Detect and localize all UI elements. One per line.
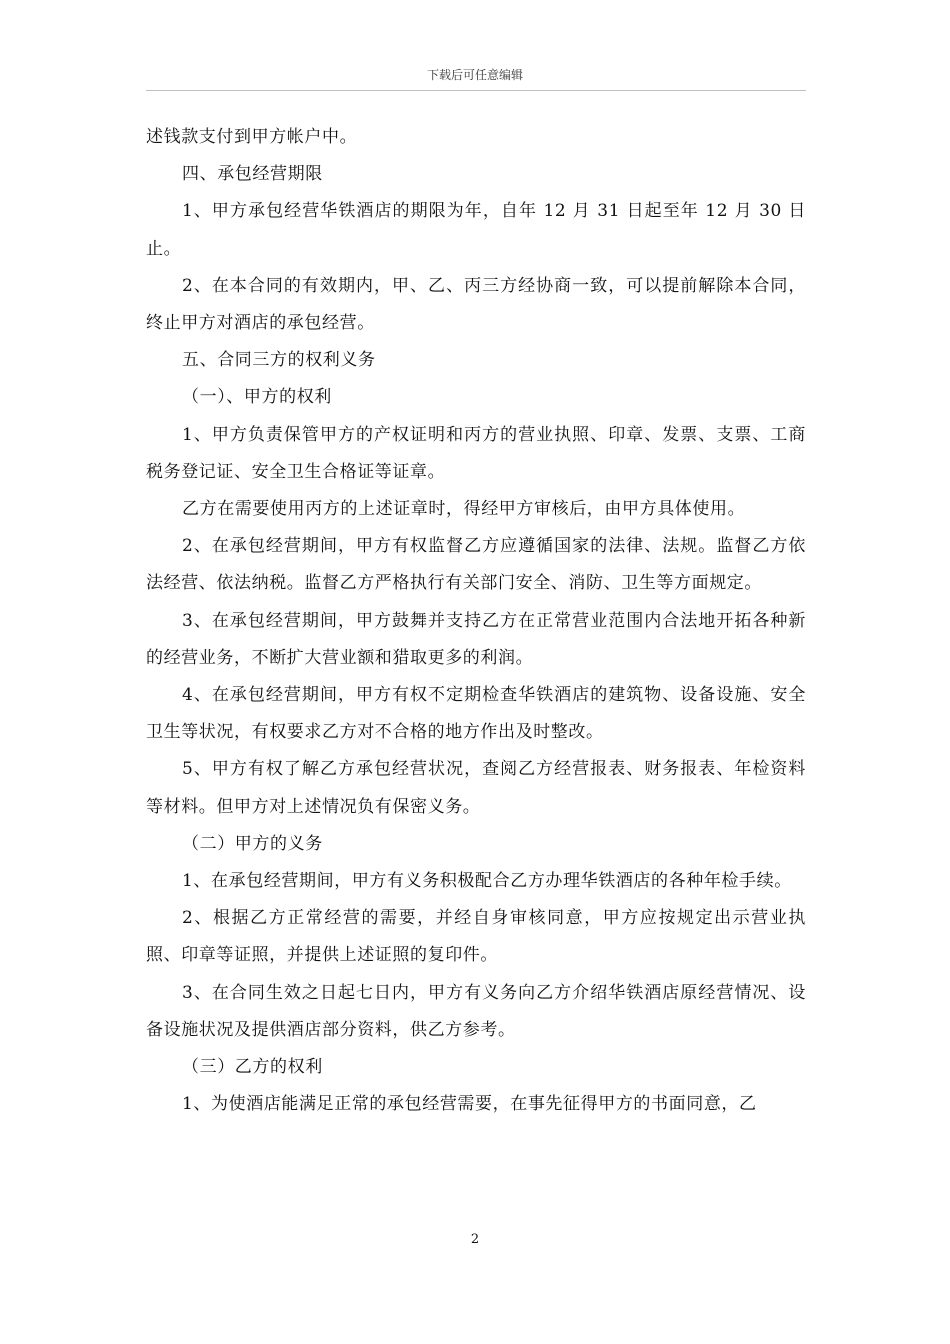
paragraph: 1、为使酒店能满足正常的承包经营需要，在事先征得甲方的书面同意，乙 [182, 1094, 757, 1115]
page-header: 下载后可任意编辑 [426, 68, 523, 82]
paragraph: 3、在合同生效之日起七日内，甲方有义务向乙方介绍华铁酒店原经营情况、设备设施状况及提供酒店部分资料，供乙方参考。 [146, 982, 806, 1040]
paragraph: 1、甲方负责保管甲方的产权证明和丙方的营业执照、印章、发票、支票、工商税务登记证、安全卫生合格证等证章。 [146, 424, 806, 482]
paragraph: 1、甲方承包经营华铁酒店的期限为年，自年 12 月 31 日起至年 12 月 30 日止。 [146, 201, 806, 259]
paragraph: 3、在承包经营期间，甲方鼓舞并支持乙方在正常营业范围内合法地开拓各种新的经营业务，不断扩大营业额和猎取更多的利润。 [146, 610, 806, 668]
subsection-heading: （一）、甲方的权利 [182, 387, 332, 408]
document-body [146, 119, 806, 1123]
header-divider [146, 90, 806, 91]
subsection-heading: （三）乙方的权利 [182, 1057, 323, 1078]
paragraph: 1、在承包经营期间，甲方有义务积极配合乙方办理华铁酒店的各种年检手续。 [182, 871, 792, 892]
subsection-heading: （二）甲方的义务 [182, 833, 323, 854]
paragraph: 述钱款支付到甲方帐户中。 [146, 127, 358, 147]
paragraph: 4、在承包经营期间，甲方有权不定期检查华铁酒店的建筑物、设备设施、安全卫生等状况，有权要求乙方对不合格的地方作出及时整改。 [146, 685, 806, 743]
paragraph: 乙方在需要使用丙方的上述证章时，得经甲方审核后，由甲方具体使用。 [182, 499, 746, 520]
paragraph: 2、在本合同的有效期内，甲、乙、丙三方经协商一致，可以提前解除本合同，终止甲方对酒店的承包经营。 [146, 275, 806, 334]
paragraph: 5、甲方有权了解乙方承包经营状况，查阅乙方经营报表、财务报表、年检资料等材料。但甲方对上述情况负有保密义务。 [146, 759, 806, 817]
page-number: 2 [470, 1232, 480, 1247]
paragraph: 2、在承包经营期间，甲方有权监督乙方应遵循国家的法律、法规。监督乙方依法经营、依法纳税。监督乙方严格执行有关部门安全、消防、卫生等方面规定。 [146, 536, 806, 594]
paragraph: 2、根据乙方正常经营的需要，并经自身审核同意，甲方应按规定出示营业执照、印章等证照，并提供上述证照的复印件。 [146, 908, 806, 966]
section-heading: 五、合同三方的权利义务 [182, 350, 376, 371]
section-heading: 四、承包经营期限 [182, 164, 323, 185]
